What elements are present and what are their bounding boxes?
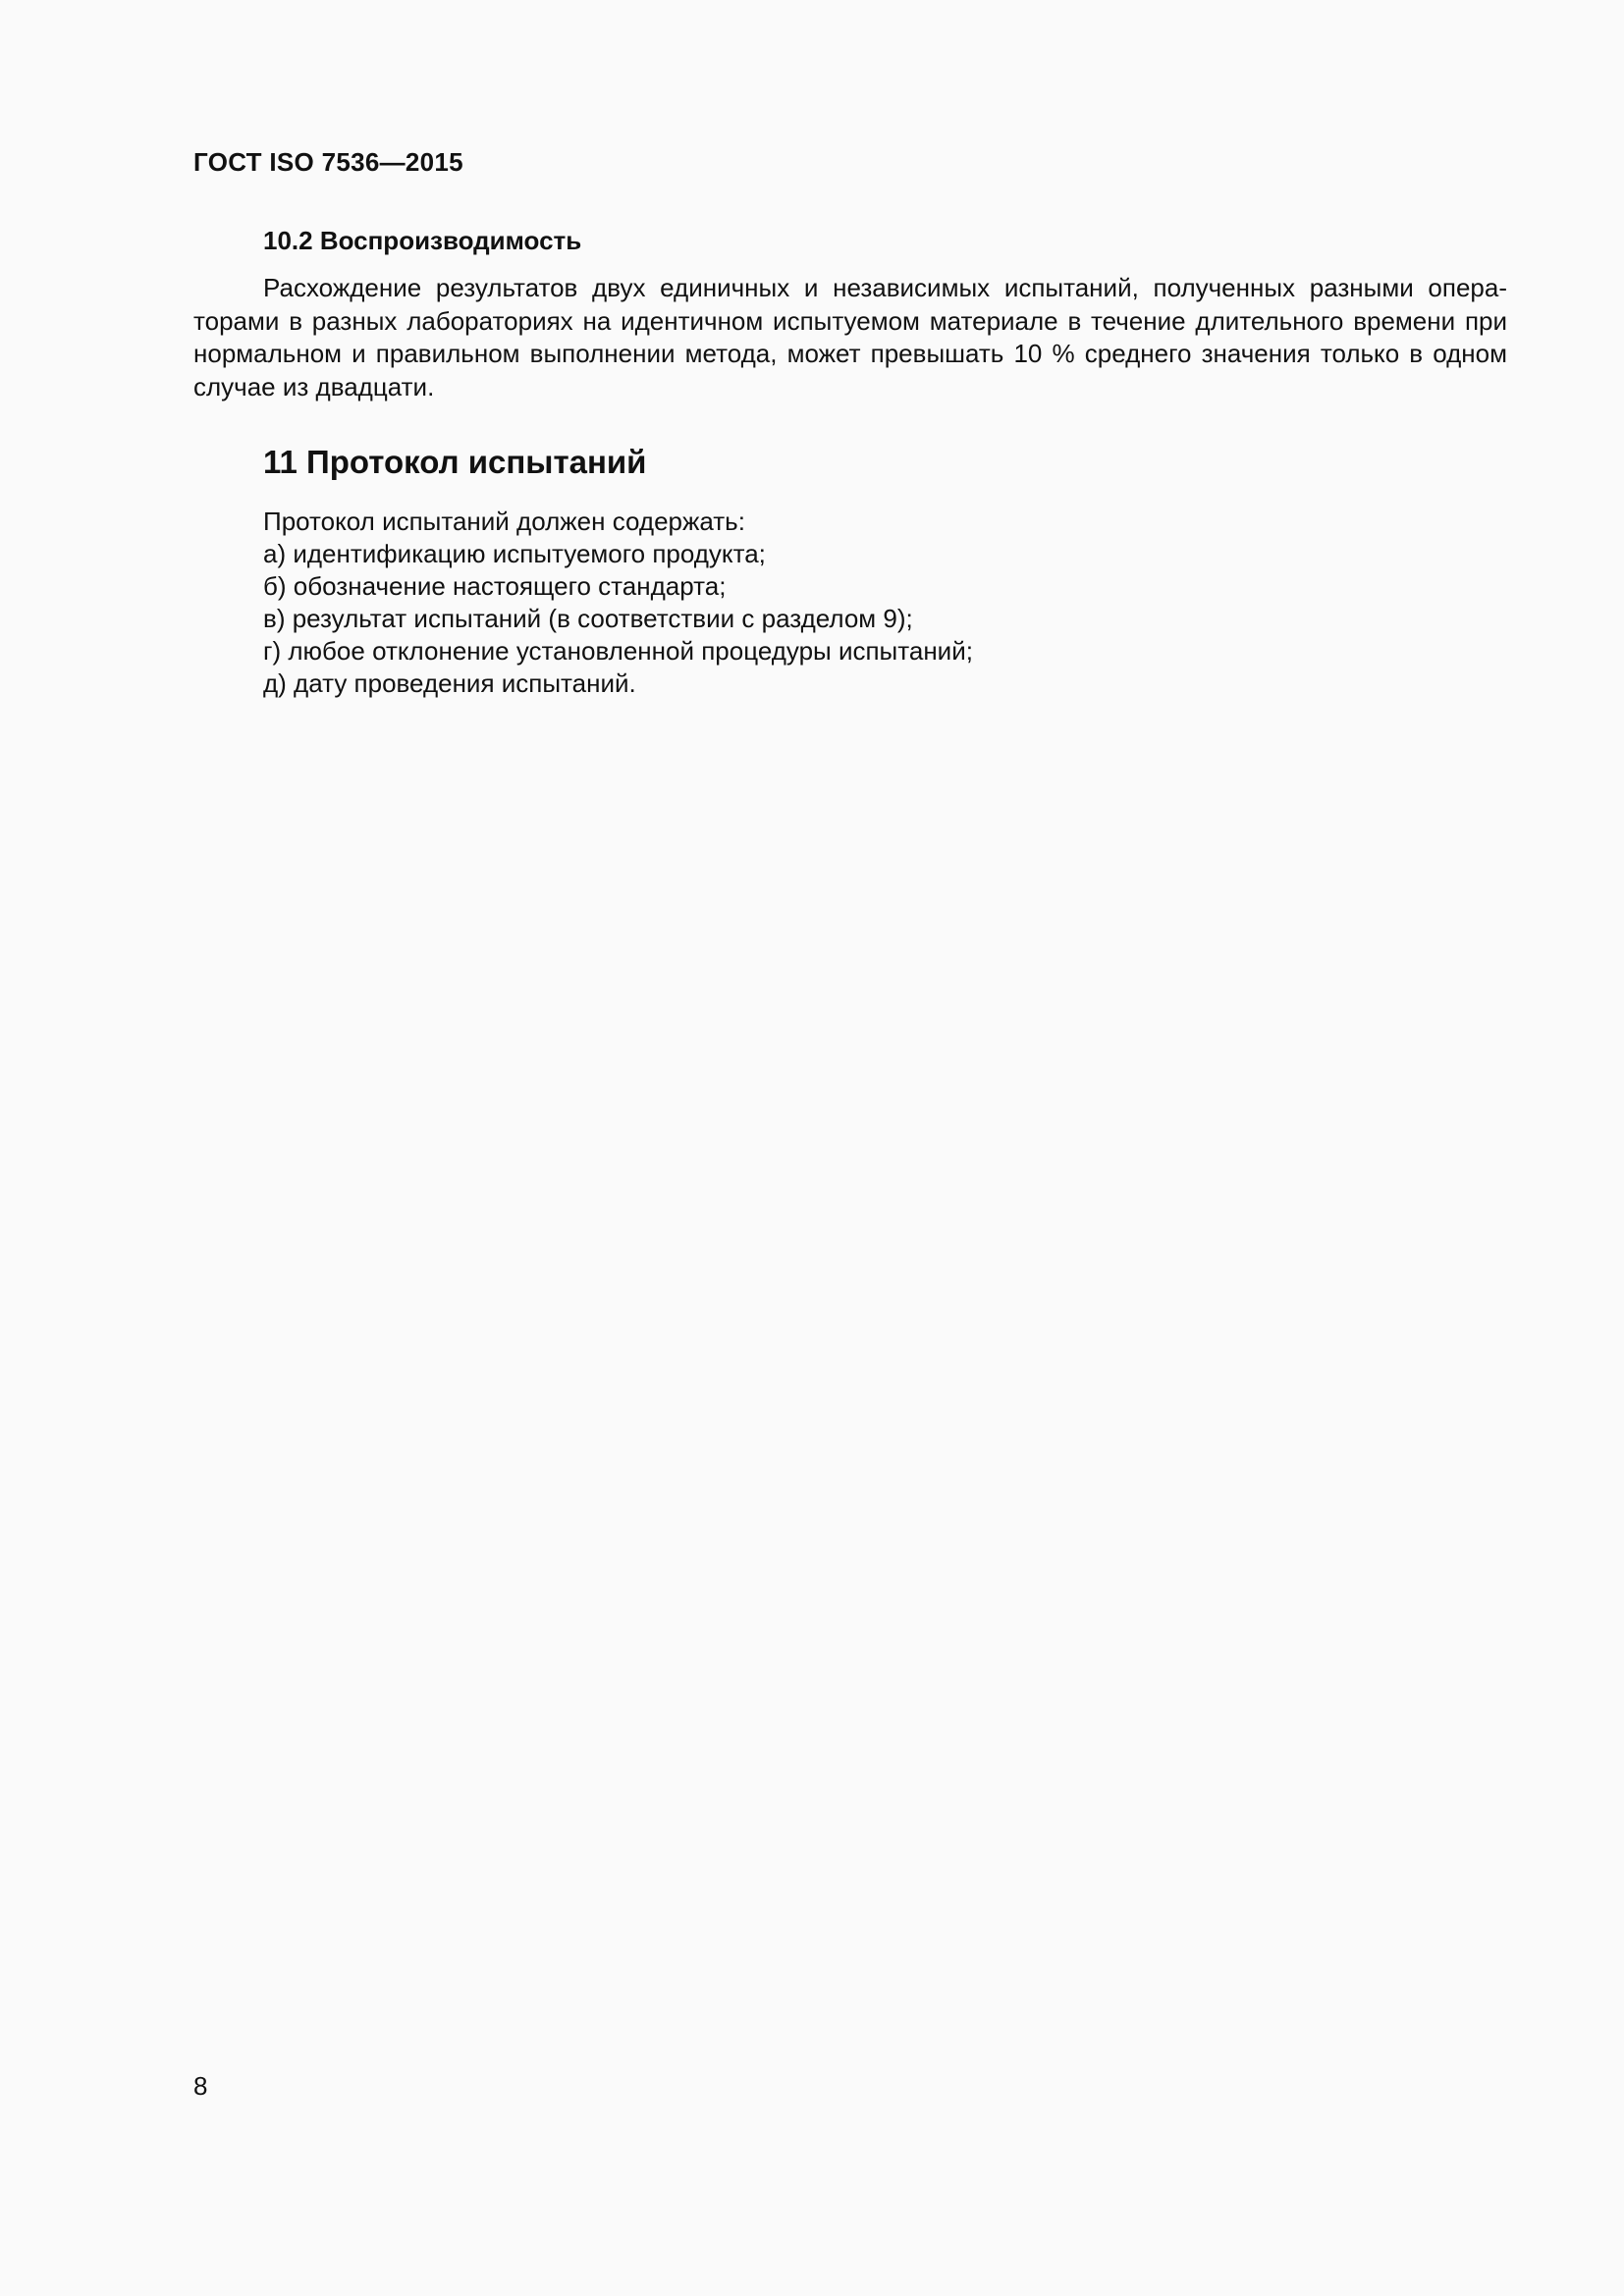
page-number: 8 xyxy=(193,2071,208,2101)
reproducibility-paragraph: Расхождение результатов двух единичных и независимых испытаний, полученных разными опера-торами в разных лабораториях на идентичном испытуемом материале в течение длительного времени при нормальном и правильном выполнении метода, может превышать 10 % среднего значения только в одном случае из двадцати. xyxy=(193,273,1507,401)
list-item: б) обозначение настоящего стандарта; xyxy=(263,571,727,601)
list-item: а) идентификацию испытуемого продукта; xyxy=(263,539,766,568)
test-report-intro: Протокол испытаний должен содержать: xyxy=(263,507,745,536)
test-report-list xyxy=(263,506,973,700)
list-item: д) дату проведения испытаний. xyxy=(263,668,636,698)
document-code-header: ГОСТ ISO 7536—2015 xyxy=(193,147,463,177)
subsection-heading-reproducibility: 10.2 Воспроизводимость xyxy=(263,226,582,255)
section-heading-test-report: 11 Протокол испытаний xyxy=(263,444,647,480)
list-item: г) любое отклонение установленной процедуры испытаний; xyxy=(263,636,973,666)
list-item: в) результат испытаний (в соответствии с разделом 9); xyxy=(263,604,913,633)
